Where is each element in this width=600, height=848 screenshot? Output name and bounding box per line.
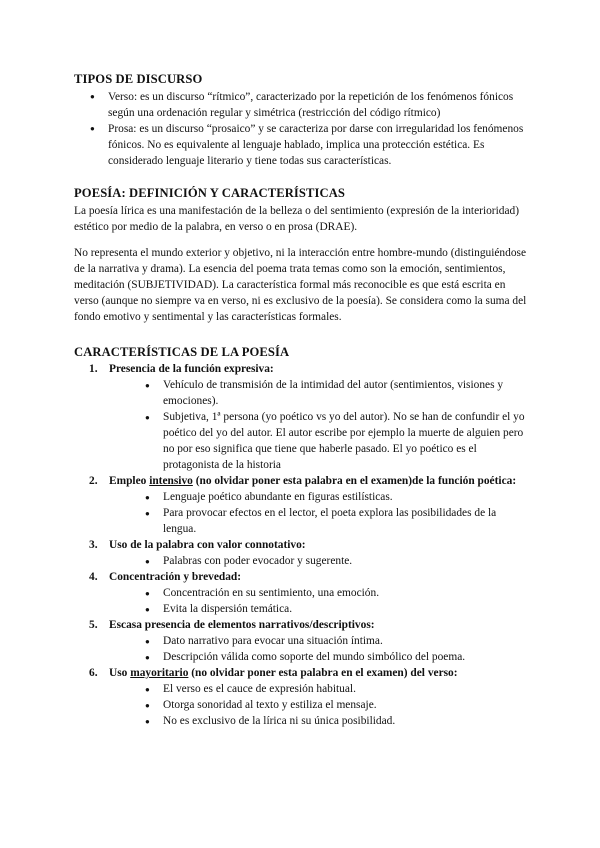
item-bullets	[145, 553, 529, 569]
paragraph-definicion: La poesía lírica es una manifestación de la belleza o del sentimiento (expresión de la interioridad) estético por medio de la palabra, en verso o en prosa (DRAE).	[74, 205, 520, 233]
title-part: Uso	[109, 667, 131, 679]
item-title: Escasa presencia de elementos narrativos/descriptivos:	[109, 619, 375, 631]
title-underlined: mayoritario	[130, 667, 189, 679]
item-number: 4.	[89, 571, 98, 583]
list-item: ● Dato narrativo para evocar una situación íntima.	[145, 633, 529, 649]
title-part: (no olvidar poner esta palabra en el examen) del verso:	[188, 667, 458, 679]
list-item: ● El verso es el cauce de expresión habitual.	[145, 681, 529, 697]
list-item: ● Evita la dispersión temática.	[145, 601, 529, 617]
item-bullets	[145, 489, 529, 537]
item-number: 2.	[89, 475, 98, 487]
item-title: Concentración y brevedad:	[109, 571, 242, 583]
item-title	[109, 667, 458, 679]
list-item: ● Concentración en su sentimiento, una emoción.	[145, 585, 529, 601]
item-bullets	[145, 681, 529, 729]
list-item: ● Subjetiva, 1ª persona (yo poético vs yo del autor). No se han de confundir el yo poético del yo del autor. El autor escribe por ejemplo la muerte de alguien pero no por eso significa que tiene que haberle pasado. El yo poético es el protagonista de la historia	[145, 409, 529, 473]
caracteristica-item-4	[89, 569, 529, 617]
list-item: ● Descripción válida como soporte del mundo simbólico del poema.	[145, 649, 529, 665]
caracteristica-item-3	[89, 537, 529, 569]
list-item: ● Para provocar efectos en el lector, el poeta explora las posibilidades de la lengua.	[145, 505, 529, 537]
list-item: ● Otorga sonoridad al texto y estiliza el mensaje.	[145, 697, 529, 713]
list-item: ● No es exclusivo de la lírica ni su única posibilidad.	[145, 713, 529, 729]
caracteristicas-list	[89, 361, 529, 729]
tipos-discurso-list	[90, 89, 530, 169]
list-item-verso: ● Verso: es un discurso “rítmico”, caracterizado por la repetición de los fenómenos fónicos según una ordenación regular y simétrica (restricción del código rítmico)	[90, 89, 530, 121]
paragraph-representacion: No representa el mundo exterior y objetivo, ni la interacción entre hombre-mundo (distinguiéndose de la narrativa y drama). La esencia del poema trata temas como son la emoción, sentimientos, meditación (SUBJETIVIDAD). La característica formal más reconocible es que está escrita en verso (aunque no siempre va en verso, ni es exclusivo de la poesía). Se considera como la suma del fondo emotivo y sentimental y las características formales.	[74, 247, 527, 323]
heading-poesia-definicion: POESÍA: DEFINICIÓN Y CARACTERÍSTICAS	[74, 186, 346, 200]
item-bullets	[145, 633, 529, 665]
caracteristica-item-1	[89, 361, 529, 473]
item-title: Presencia de la función expresiva:	[109, 363, 274, 375]
item-number: 3.	[89, 539, 98, 551]
item-title: Uso de la palabra con valor connotativo:	[109, 539, 306, 551]
item-number: 6.	[89, 667, 98, 679]
list-item: ● Lenguaje poético abundante en figuras estilísticas.	[145, 489, 529, 505]
item-title	[109, 475, 516, 487]
caracteristica-item-6	[89, 665, 529, 729]
title-underlined: intensivo	[149, 475, 193, 487]
caracteristica-item-2	[89, 473, 529, 537]
caracteristica-item-5	[89, 617, 529, 665]
list-item: ● Vehículo de transmisión de la intimidad del autor (sentimientos, visiones y emociones).	[145, 377, 529, 409]
item-number: 5.	[89, 619, 98, 631]
item-bullets	[145, 377, 529, 473]
title-part: (no olvidar poner esta palabra en el examen)de la función poética:	[192, 475, 517, 487]
list-item-prosa: ● Prosa: es un discurso “prosaico” y se caracteriza por darse con irregularidad los fenómenos fónicos. No es equivalente al lenguaje hablado, implica una protección estética. Es considerado lenguaje literario y tiene todas sus características.	[90, 121, 530, 169]
item-bullets	[145, 585, 529, 617]
list-item: ● Palabras con poder evocador y sugerente.	[145, 553, 529, 569]
heading-tipos-discurso: TIPOS DE DISCURSO	[74, 72, 203, 86]
title-part: Empleo	[109, 475, 150, 487]
item-number: 1.	[89, 363, 98, 375]
heading-caracteristicas: CARACTERÍSTICAS DE LA POESÍA	[74, 345, 290, 359]
